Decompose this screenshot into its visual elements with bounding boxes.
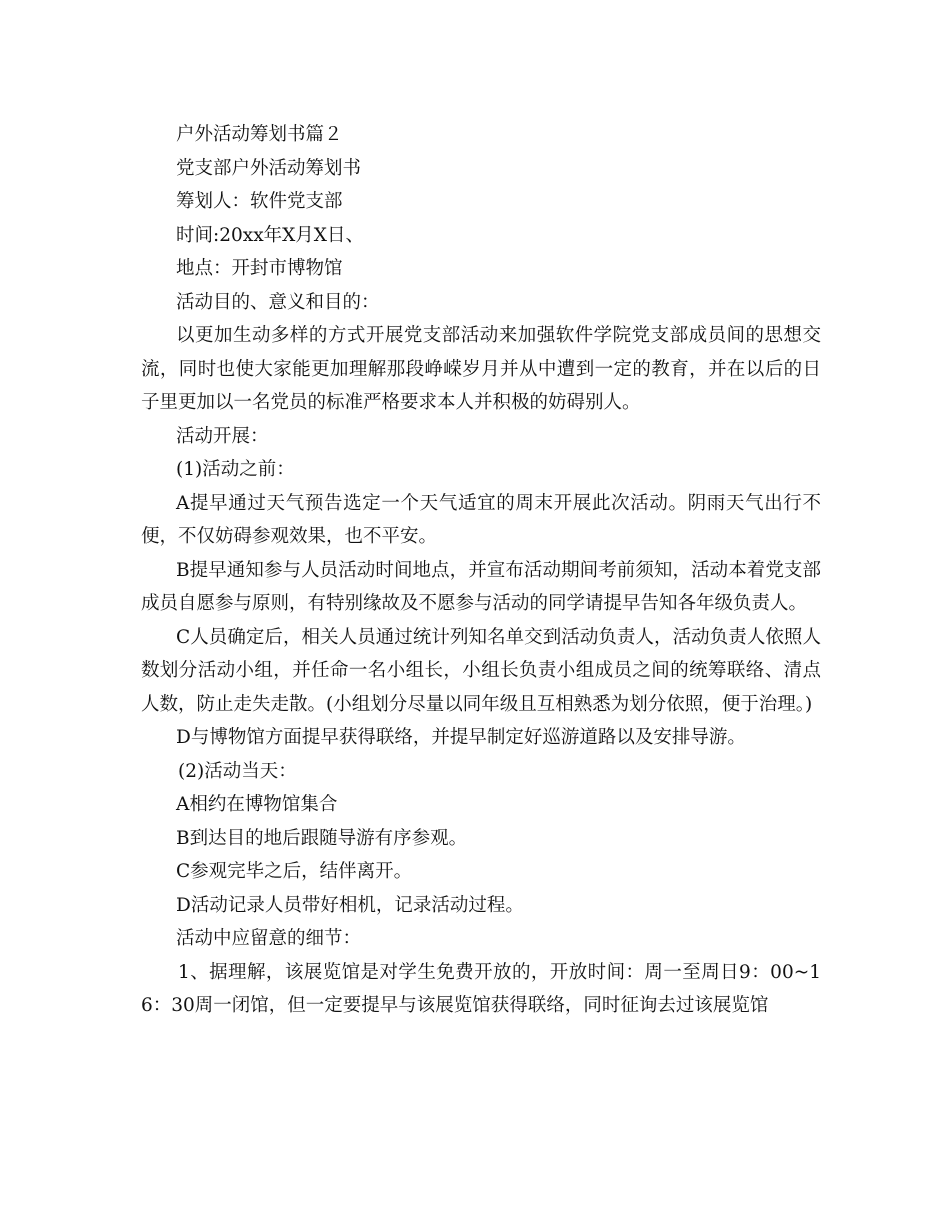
doc-details-heading: 活动中应留意的细节：: [176, 928, 362, 949]
doc-day-item-a: A相约在博物馆集合: [176, 794, 338, 815]
doc-day-item-b: B到达目的地后跟随导游有序参观。: [176, 827, 468, 849]
doc-before-item-c: C人员确定后，相关人员通过统计列知名单交到活动负责人，活动负责人依照人数划分活动小组，并任命一名小组长，小组长负责小组成员之间的统筹联络、清点人数，防止走失走散。(小组划分尽量以同年级且互相熟悉为划分依照，便于治理。): [141, 626, 821, 715]
doc-activity-heading: 活动开展：: [176, 425, 269, 447]
doc-heading: 户外活动筹划书篇２: [176, 124, 343, 145]
document-body: [141, 118, 821, 1023]
doc-before-item-d: D与博物馆方面提早获得联络，并提早制定好巡游道路以及安排导游。: [176, 727, 746, 748]
doc-purpose-heading: 活动目的、意义和目的：: [176, 291, 380, 313]
doc-location: 地点：开封市博物馆: [176, 258, 343, 279]
doc-before-heading: (1)活动之前：: [176, 459, 295, 480]
doc-details-item-1: 1、据理解，该展览馆是对学生免费开放的，开放时间：周一至周日9：00~16：30周一闭馆，但一定要提早与该展览馆获得联络，同时征询去过该展览馆: [141, 961, 821, 1016]
doc-purpose-paragraph: 以更加生动多样的方式开展党支部活动来加强软件学院党支部成员间的思想交流，同时也使大家能更加理解那段峥嵘岁月并从中遭到一定的教育，并在以后的日子里更加以一名党员的标准严格要求本人并积极的妨碍别人。: [141, 325, 821, 413]
doc-planner: 筹划人：软件党支部: [176, 191, 343, 212]
doc-before-item-b: B提早通知参与人员活动时间地点，并宣布活动期间考前须知，活动本着党支部成员自愿参与原则，有特别缘故及不愿参与活动的同学请提早告知各年级负责人。: [141, 559, 821, 614]
doc-day-item-c: C参观完毕之后，结伴离开。: [176, 861, 413, 882]
doc-title: 党支部户外活动筹划书: [176, 157, 362, 179]
doc-before-item-a: A提早通过天气预告选定一个天气适宜的周末开展此次活动。阴雨天气出行不便，不仅妨碍参观效果，也不平安。: [141, 492, 821, 547]
doc-day-item-d: D活动记录人员带好相机，记录活动过程。: [176, 894, 524, 916]
doc-time: 时间:20xx年X月X日、: [176, 224, 364, 246]
doc-day-heading: (2)活动当天：: [178, 760, 297, 782]
